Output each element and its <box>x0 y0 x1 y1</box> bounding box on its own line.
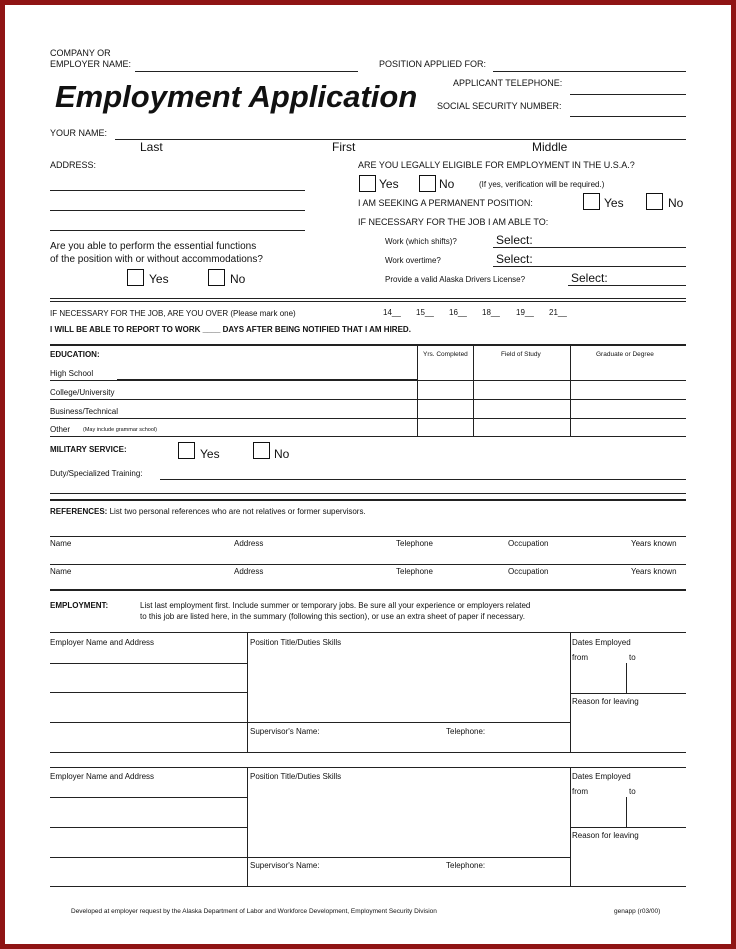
reference-col-name: Name <box>50 567 72 576</box>
permanent-yes-checkbox[interactable] <box>583 193 600 210</box>
education-col-field: Field of Study <box>501 351 541 358</box>
address-line-3[interactable] <box>50 230 305 231</box>
military-yes-label: Yes <box>200 447 220 461</box>
functions-yes-checkbox[interactable] <box>127 269 144 286</box>
age-option-21[interactable]: 21__ <box>549 308 567 317</box>
middle-name-label: Middle <box>532 140 568 154</box>
reference-col-occupation: Occupation <box>508 567 549 576</box>
education-row-business: Business/Technical <box>50 407 119 416</box>
reference-col-address: Address <box>234 567 264 576</box>
supervisor-name-label: Supervisor's Name: <box>250 861 320 870</box>
education-col-degree: Graduate or Degree <box>596 351 654 358</box>
reason-for-leaving-label: Reason for leaving <box>572 831 639 840</box>
employer-address-line[interactable] <box>50 722 247 723</box>
ssn-label: SOCIAL SECURITY NUMBER: <box>437 101 562 111</box>
position-bottom-line <box>247 857 570 858</box>
employment-col-divider <box>570 632 571 752</box>
employment-block-bottom <box>50 886 686 887</box>
report-to-work-line: I WILL BE ABLE TO REPORT TO WORK ____ DAYS AFTER BEING NOTIFIED THAT I AM HIRED. <box>50 325 411 334</box>
age-option-15[interactable]: 15__ <box>416 308 434 317</box>
permanent-no-label: No <box>668 196 684 210</box>
position-field[interactable] <box>493 71 686 72</box>
form-id: genapp (r03/00) <box>614 908 661 915</box>
education-row-other: Other <box>50 425 71 434</box>
eligible-no-checkbox[interactable] <box>419 175 436 192</box>
reason-for-leaving-label: Reason for leaving <box>572 697 639 706</box>
shifts-select[interactable]: Select: <box>496 233 533 247</box>
verification-note: (If yes, verification will be required.) <box>479 180 605 189</box>
overtime-field-line <box>493 266 686 267</box>
education-row-border <box>50 380 686 381</box>
functions-yes-label: Yes <box>149 272 169 286</box>
education-top-border <box>50 344 686 346</box>
dates-bottom-line <box>570 827 686 828</box>
date-to-label: to <box>629 653 636 662</box>
education-label: EDUCATION: <box>50 350 100 359</box>
references-label: REFERENCES: <box>50 507 108 516</box>
shifts-field-line <box>493 247 686 248</box>
employer-address-line[interactable] <box>50 692 247 693</box>
education-row-border <box>50 418 686 419</box>
overtime-label: Work overtime? <box>385 256 441 265</box>
duty-training-label: Duty/Specialized Training: <box>50 469 143 478</box>
section-divider <box>50 298 686 299</box>
supervisor-name-label: Supervisor's Name: <box>250 727 320 736</box>
permanent-no-checkbox[interactable] <box>646 193 663 210</box>
application-form-page <box>5 5 731 944</box>
employment-block-top <box>50 632 686 633</box>
first-name-label: First <box>332 140 356 154</box>
dates-divider <box>626 797 627 827</box>
company-label-line2: EMPLOYER NAME: <box>50 59 132 69</box>
employer-name-label: Employer Name and Address <box>50 772 155 781</box>
supervisor-telephone-label: Telephone: <box>446 727 486 736</box>
last-name-label: Last <box>140 140 163 154</box>
military-bottom-border <box>50 493 686 494</box>
license-field-line <box>568 285 686 286</box>
supervisor-telephone-label: Telephone: <box>446 861 486 870</box>
education-row-border <box>50 436 686 437</box>
permanent-yes-label: Yes <box>604 196 624 210</box>
your-name-label: YOUR NAME: <box>50 128 108 138</box>
high-school-field[interactable] <box>117 379 417 380</box>
employer-address-line[interactable] <box>50 857 247 858</box>
education-col-divider <box>473 346 474 436</box>
telephone-field[interactable] <box>570 94 686 95</box>
address-label: ADDRESS: <box>50 160 97 170</box>
employment-block-bottom <box>50 752 686 753</box>
position-label: POSITION APPLIED FOR: <box>379 59 487 69</box>
company-label-line1: COMPANY OR <box>50 48 111 58</box>
reference-col-years: Years known <box>631 539 677 548</box>
reference-1-line[interactable] <box>50 536 686 537</box>
shifts-label: Work (which shifts)? <box>385 237 457 246</box>
dates-divider <box>626 663 627 693</box>
duty-training-field[interactable] <box>160 479 686 480</box>
employment-label: EMPLOYMENT: <box>50 601 109 610</box>
education-row-high-school: High School <box>50 369 94 378</box>
ssn-field[interactable] <box>570 116 686 117</box>
age-option-16[interactable]: 16__ <box>449 308 467 317</box>
form-title: Employment Application <box>55 79 418 114</box>
address-line-2[interactable] <box>50 210 305 211</box>
date-to-label: to <box>629 787 636 796</box>
age-option-19[interactable]: 19__ <box>516 308 534 317</box>
employer-address-line[interactable] <box>50 797 247 798</box>
employer-address-line[interactable] <box>50 827 247 828</box>
overtime-select[interactable]: Select: <box>496 252 533 266</box>
permanent-position-label: I AM SEEKING A PERMANENT POSITION: <box>358 198 533 208</box>
dates-employed-label: Dates Employed <box>572 638 631 647</box>
references-header <box>50 507 366 516</box>
company-name-field[interactable] <box>135 71 358 72</box>
dates-employed-label: Dates Employed <box>572 772 631 781</box>
date-from-label: from <box>572 653 588 662</box>
age-option-18[interactable]: 18__ <box>482 308 500 317</box>
eligible-no-label: No <box>439 177 455 191</box>
employer-address-line[interactable] <box>50 663 247 664</box>
functions-no-label: No <box>230 272 246 286</box>
employment-top-border <box>50 589 686 591</box>
employment-col-divider <box>247 632 248 752</box>
position-bottom-line <box>247 722 570 723</box>
education-other-note: (May include grammar school) <box>83 427 157 433</box>
footer-credit: Developed at employer request by the Alaska Department of Labor and Workforce Development, Employment Security Division <box>71 908 437 915</box>
your-name-field[interactable] <box>115 139 686 140</box>
dates-bottom-line <box>570 693 686 694</box>
employer-name-label: Employer Name and Address <box>50 638 155 647</box>
license-select[interactable]: Select: <box>571 271 608 285</box>
references-note: List two personal references who are not relatives or former supervisors. <box>109 507 366 516</box>
functions-question-line1: Are you able to perform the essential functions <box>50 241 257 252</box>
position-title-label: Position Title/Duties Skills <box>250 638 342 647</box>
reference-col-telephone: Telephone <box>396 539 433 548</box>
eligibility-question: ARE YOU LEGALLY ELIGIBLE FOR EMPLOYMENT IN THE U.S.A.? <box>358 160 635 170</box>
reference-col-address: Address <box>234 539 264 548</box>
reference-col-telephone: Telephone <box>396 567 433 576</box>
section-divider <box>50 301 686 302</box>
employment-col-divider <box>247 767 248 887</box>
military-no-checkbox[interactable] <box>253 442 270 459</box>
license-label: Provide a valid Alaska Drivers License? <box>385 275 526 284</box>
education-col-divider <box>417 346 418 436</box>
address-line-1[interactable] <box>50 190 305 191</box>
employment-note-line1: List last employment first. Include summer or temporary jobs. Be sure all your experience or employers related <box>140 601 531 610</box>
education-col-divider <box>570 346 571 436</box>
military-no-label: No <box>274 447 290 461</box>
military-yes-checkbox[interactable] <box>178 442 195 459</box>
employment-note-line2: to this job are listed here, in the summary (following this section), or use an extra sheet of paper if necessary. <box>140 612 525 621</box>
reference-col-years: Years known <box>631 567 677 576</box>
reference-2-line[interactable] <box>50 564 686 565</box>
education-row-college: College/University <box>50 388 115 397</box>
military-label: MILITARY SERVICE: <box>50 445 127 454</box>
references-top-border <box>50 499 686 501</box>
telephone-label: APPLICANT TELEPHONE: <box>453 78 563 88</box>
position-title-label: Position Title/Duties Skills <box>250 772 342 781</box>
education-col-years: Yrs. Completed <box>423 351 468 358</box>
date-from-label: from <box>572 787 588 796</box>
age-option-14[interactable]: 14__ <box>383 308 401 317</box>
reference-col-name: Name <box>50 539 72 548</box>
reference-col-occupation: Occupation <box>508 539 549 548</box>
eligible-yes-checkbox[interactable] <box>359 175 376 192</box>
able-to-label: IF NECESSARY FOR THE JOB I AM ABLE TO: <box>358 217 549 227</box>
age-question: IF NECESSARY FOR THE JOB, ARE YOU OVER (Please mark one) <box>50 309 296 318</box>
education-row-border <box>50 399 686 400</box>
functions-no-checkbox[interactable] <box>208 269 225 286</box>
employment-block-top <box>50 767 686 768</box>
eligible-yes-label: Yes <box>379 177 399 191</box>
functions-question-line2: of the position with or without accommodations? <box>50 254 263 265</box>
